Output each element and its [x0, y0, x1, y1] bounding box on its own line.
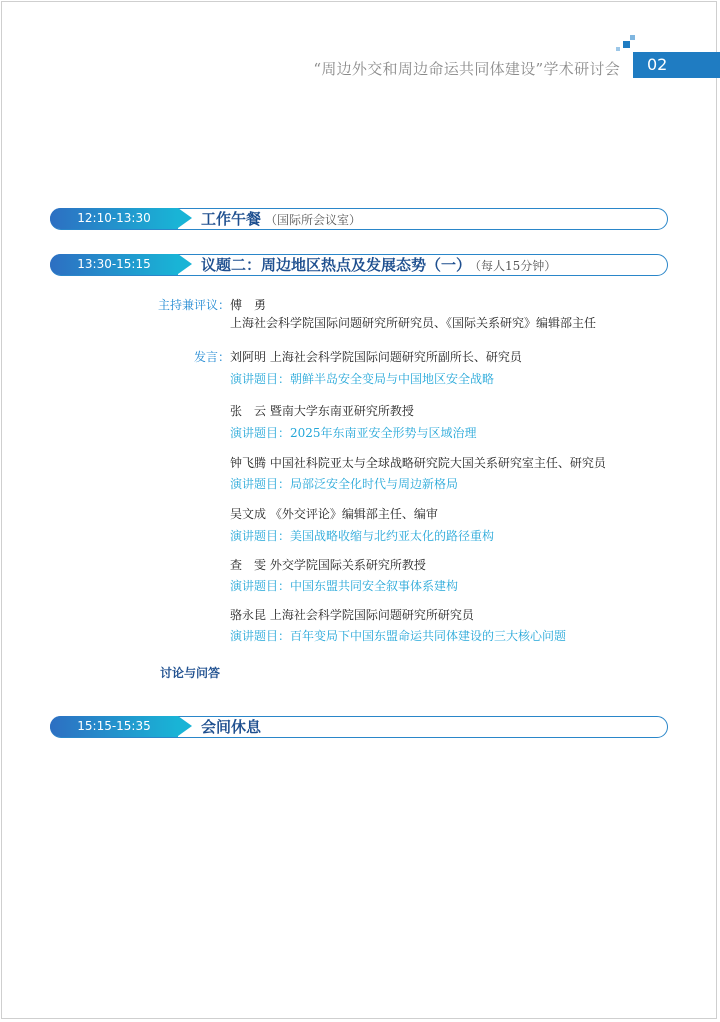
- speaker-topic: 演讲题目：2025年东南亚安全形势与区域治理: [230, 426, 477, 440]
- session-title-text: 会间休息: [201, 718, 262, 736]
- speaker-topic: 演讲题目：百年变局下中国东盟命运共同体建设的三大核心问题: [230, 629, 567, 643]
- session-title-text: 工作午餐: [201, 210, 262, 228]
- moderator-label: 主持兼评议：: [157, 298, 230, 312]
- page-number: 02: [633, 52, 720, 78]
- decor-square: [623, 41, 630, 48]
- session-bar-topic-two: [50, 254, 668, 276]
- speakers-label: 发言：: [193, 350, 230, 364]
- speaker-topic: 演讲题目：局部泛安全化时代与周边新格局: [230, 477, 459, 491]
- speaker-info: 骆永昆 上海社会科学院国际问题研究所研究员: [230, 608, 474, 622]
- session-title: [201, 255, 556, 276]
- header-title: “周边外交和周边命运共同体建设”学术研讨会: [313, 60, 620, 78]
- speaker-info: 刘阿明 上海社会科学院国际问题研究所副所长、研究员: [230, 350, 522, 364]
- session-time: 13:30-15:15: [50, 254, 178, 275]
- session-title-text: 议题二：周边地区热点及发展态势（一）: [201, 256, 472, 274]
- session-time: 12:10-13:30: [50, 208, 178, 229]
- session-bar-break: [50, 716, 668, 738]
- speaker-topic: 演讲题目：美国战略收缩与北约亚太化的路径重构: [230, 529, 495, 543]
- speaker-info: 钟飞腾 中国社科院亚太与全球战略研究院大国关系研究室主任、研究员: [230, 456, 606, 470]
- session-title: [201, 209, 361, 230]
- speaker-topic: 演讲题目：朝鲜半岛安全变局与中国地区安全战略: [230, 372, 495, 386]
- discussion-label: 讨论与问答: [160, 666, 221, 680]
- speaker-info: 吴文成 《外交评论》编辑部主任、编审: [230, 507, 438, 521]
- speaker-topic: 演讲题目：中国东盟共同安全叙事体系建构: [230, 579, 459, 593]
- moderator-affiliation: 上海社会科学院国际问题研究所研究员、《国际关系研究》编辑部主任: [230, 316, 597, 330]
- decor-square: [630, 35, 635, 40]
- speaker-info: 查 雯 外交学院国际关系研究所教授: [230, 558, 426, 572]
- session-time: 15:15-15:35: [50, 716, 178, 737]
- session-title: [201, 717, 265, 738]
- moderator-name: 傅 勇: [230, 298, 267, 312]
- session-bar-lunch: [50, 208, 668, 230]
- decor-square: [616, 47, 620, 51]
- speaker-info: 张 云 暨南大学东南亚研究所教授: [230, 404, 414, 418]
- session-note: （每人15分钟）: [475, 259, 557, 273]
- session-note: （国际所会议室）: [265, 213, 362, 227]
